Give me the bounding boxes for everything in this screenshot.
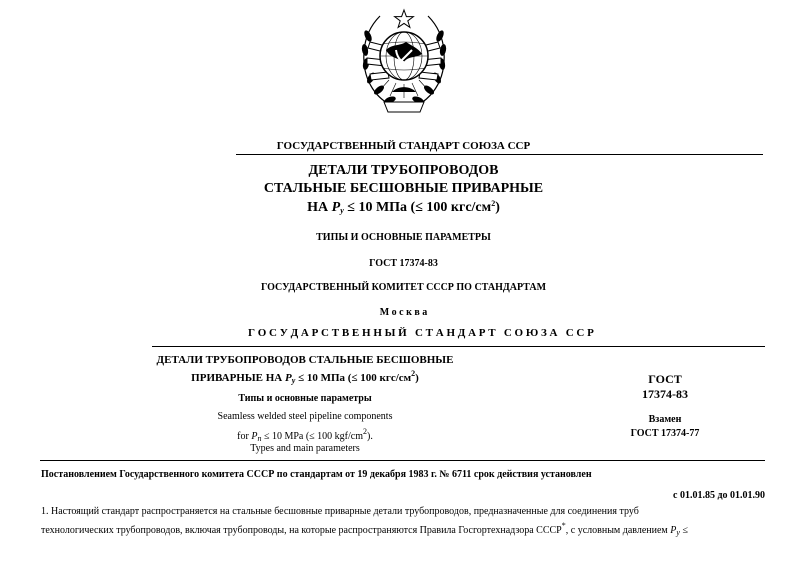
block-en-line-3: Types and main parameters (250, 443, 360, 454)
title-line-3-prefix: НА (307, 200, 332, 215)
header-rule (236, 154, 763, 155)
block-types: Типы и основные параметры (238, 393, 372, 404)
title-line-3-sup: 2 (491, 199, 496, 208)
block-en-line-2-sub: n (257, 434, 262, 443)
block-top-rule (152, 346, 765, 347)
block-gost-number: 17374-83 (642, 387, 688, 401)
block-instead-label: Взамен (648, 414, 682, 425)
para-1-footnote-star: * (561, 521, 566, 530)
title-line-3 (0, 199, 807, 216)
block-title-line-2-rest: ≤ 10 МПа (≤ 100 кгс/см (295, 372, 412, 384)
para-1-line-2-sub: y (676, 528, 680, 537)
block-instead-gost: ГОСТ 17374-77 (630, 428, 700, 439)
committee-heading: ГОСУДАРСТВЕННЫЙ КОМИТЕТ СССР ПО СТАНДАРТАМ (260, 282, 547, 293)
block-en-line-2-prefix: for (237, 431, 252, 442)
title-line-1: ДЕТАЛИ ТРУБОПРОВОДОВ (308, 163, 499, 178)
para-1-line-2-p: P (670, 525, 677, 536)
block-title-line-2-p: P (285, 372, 292, 384)
title-line-3-rest: ≤ 10 МПа (≤ 100 кгс/см (343, 200, 492, 215)
state-standard-spaced: Г О С У Д А Р С Т В Е Н Н Ы Й С Т А Н Д А Р Т С О Ю З А С С Р (248, 327, 594, 339)
decree-validity: с 01.01.85 до 01.01.90 (673, 490, 765, 501)
para-1-line-2-end: ≤ (679, 525, 688, 536)
title-line-3-end: ) (495, 200, 500, 215)
block-title-line-2-prefix: ПРИВАРНЫЕ НА (191, 372, 286, 384)
block-title-line-2-sub: y (291, 376, 296, 385)
block-en-line-2 (150, 427, 460, 443)
para-1-line-2-mid: , с условным давлением (565, 525, 671, 536)
title-line-3-sub: y (340, 206, 344, 215)
decree-text: Постановлением Государственного комитета СССР по стандартам от 19 декабря 1983 г. № 6711 срок действия установлен (41, 469, 592, 480)
block-en-line-2-p: P (251, 431, 258, 442)
block-title-line-1: ДЕТАЛИ ТРУБОПРОВОДОВ СТАЛЬНЫЕ БЕСШОВНЫЕ (156, 354, 454, 366)
block-en-line-1: Seamless welded steel pipeline components (217, 411, 393, 422)
block-en-line-2-rest: ≤ 10 MPa (≤ 100 kgf/cm (261, 431, 363, 442)
gost-heading: ГОСТ 17374-83 (369, 258, 438, 269)
para-1-line-2-prefix: технологических трубопроводов, включая трубопроводы, на которые распространяются Правила Госгортехнадзора СССР (41, 525, 562, 536)
ussr-emblem-icon (356, 6, 452, 118)
block-title-line-2-sup: 2 (411, 369, 416, 378)
block-gost-label: ГОСТ (648, 372, 682, 386)
block-en-line-2-sup: 2 (362, 427, 367, 436)
para-1-line-1: 1. Настоящий стандарт распространяется на стальные бесшовные приварные детали трубопроводов, предназначенные для соединения труб (41, 506, 639, 517)
para-1-line-2 (41, 521, 765, 537)
title-line-2: СТАЛЬНЫЕ БЕСШОВНЫЕ ПРИВАРНЫЕ (263, 181, 544, 196)
types-heading: ТИПЫ И ОСНОВНЫЕ ПАРАМЕТРЫ (316, 232, 491, 243)
city-heading: М о с к в а (379, 307, 428, 318)
block-title-line-2-end: ) (415, 372, 419, 384)
state-standard-heading: ГОСУДАРСТВЕННЫЙ СТАНДАРТ СОЮЗА ССР (276, 140, 531, 152)
title-line-3-p: P (331, 200, 341, 215)
block-title-line-2 (150, 369, 460, 385)
block-en-line-2-end: ). (366, 431, 373, 442)
block-bottom-rule (40, 460, 765, 461)
